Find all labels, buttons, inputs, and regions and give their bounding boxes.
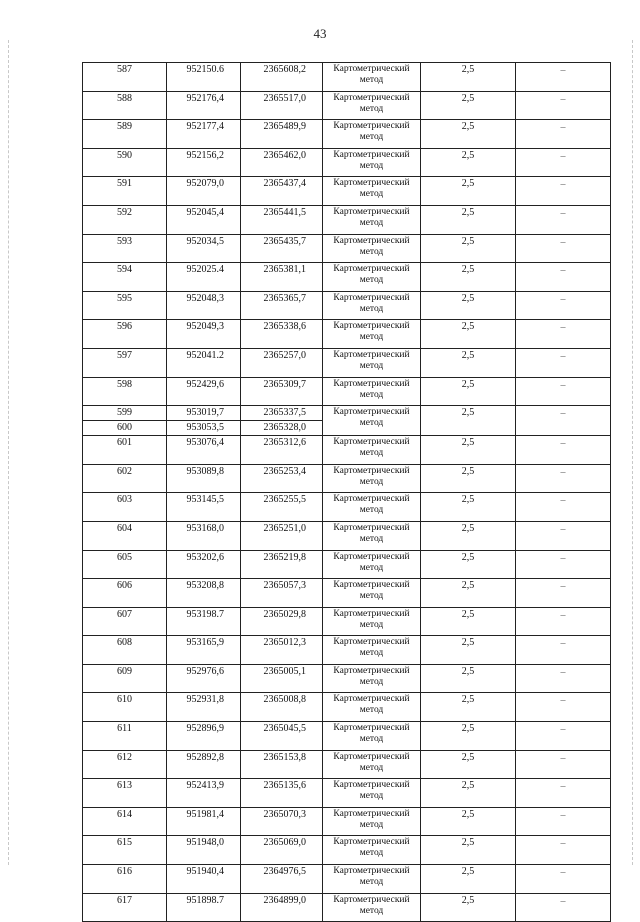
precision-cell: 2,5 <box>421 120 516 149</box>
table-row <box>83 205 611 234</box>
dash-cell: – <box>516 348 611 377</box>
x-coordinate-cell: 952079,0 <box>167 177 241 206</box>
table-row <box>83 636 611 665</box>
table-row <box>83 291 611 320</box>
precision-cell: 2,5 <box>421 664 516 693</box>
method-cell: Картометрический метод <box>323 750 421 779</box>
table-row <box>83 607 611 636</box>
point-number-cell: 592 <box>83 205 167 234</box>
dash-cell: – <box>516 291 611 320</box>
method-cell: Картометрический метод <box>323 521 421 550</box>
table-row <box>83 63 611 92</box>
point-number-cell: 615 <box>83 836 167 865</box>
y-coordinate-cell: 2365257,0 <box>241 348 323 377</box>
point-number-cell: 617 <box>83 893 167 922</box>
x-coordinate-cell: 953198.7 <box>167 607 241 636</box>
point-number-cell: 614 <box>83 807 167 836</box>
dash-cell: – <box>516 263 611 292</box>
x-coordinate-cell: 953208,8 <box>167 579 241 608</box>
y-coordinate-cell: 2365462,0 <box>241 148 323 177</box>
y-coordinate-cell: 2365608,2 <box>241 63 323 92</box>
x-coordinate-cell: 951940,4 <box>167 865 241 894</box>
y-coordinate-cell: 2365251,0 <box>241 521 323 550</box>
method-cell: Картометрический метод <box>323 836 421 865</box>
y-coordinate-cell: 2365012,3 <box>241 636 323 665</box>
x-coordinate-cell: 952892,8 <box>167 750 241 779</box>
y-coordinate-cell: 2365441,5 <box>241 205 323 234</box>
dash-cell: – <box>516 464 611 493</box>
x-coordinate-cell: 953165,9 <box>167 636 241 665</box>
method-cell: Картометрический метод <box>323 893 421 922</box>
y-coordinate-cell: 2365057,3 <box>241 579 323 608</box>
point-number-cell: 613 <box>83 779 167 808</box>
precision-cell: 2,5 <box>421 550 516 579</box>
point-number-cell: 611 <box>83 722 167 751</box>
dash-cell: – <box>516 836 611 865</box>
y-coordinate-cell: 2365008,8 <box>241 693 323 722</box>
precision-cell: 2,5 <box>421 63 516 92</box>
table-row <box>83 348 611 377</box>
dash-cell: – <box>516 177 611 206</box>
dash-cell: – <box>516 406 611 436</box>
precision-cell: 2,5 <box>421 377 516 406</box>
table-row <box>83 693 611 722</box>
point-number-cell: 594 <box>83 263 167 292</box>
y-coordinate-cell: 2365517,0 <box>241 91 323 120</box>
method-cell: Картометрический метод <box>323 406 421 436</box>
method-cell: Картометрический метод <box>323 91 421 120</box>
point-number-cell: 610 <box>83 693 167 722</box>
point-number-cell: 609 <box>83 664 167 693</box>
method-cell: Картометрический метод <box>323 234 421 263</box>
table-row <box>83 579 611 608</box>
x-coordinate-cell: 953076,4 <box>167 436 241 465</box>
method-cell: Картометрический метод <box>323 722 421 751</box>
table-row <box>83 722 611 751</box>
y-coordinate-cell: 2365381,1 <box>241 263 323 292</box>
precision-cell: 2,5 <box>421 291 516 320</box>
y-coordinate-cell: 2365437,4 <box>241 177 323 206</box>
method-cell: Картометрический метод <box>323 807 421 836</box>
dash-cell: – <box>516 865 611 894</box>
coordinates-table <box>82 62 611 922</box>
method-cell: Картометрический метод <box>323 377 421 406</box>
table-row <box>83 493 611 522</box>
precision-cell: 2,5 <box>421 893 516 922</box>
x-coordinate-cell: 952048,3 <box>167 291 241 320</box>
x-coordinate-cell: 951948,0 <box>167 836 241 865</box>
x-coordinate-cell: 952156,2 <box>167 148 241 177</box>
coordinates-table-body <box>83 63 611 922</box>
x-coordinate-cell: 952049,3 <box>167 320 241 349</box>
method-cell: Картометрический метод <box>323 693 421 722</box>
point-number-cell: 597 <box>83 348 167 377</box>
method-cell: Картометрический метод <box>323 263 421 292</box>
dash-cell: – <box>516 436 611 465</box>
y-coordinate-cell: 2364899,0 <box>241 893 323 922</box>
method-cell: Картометрический метод <box>323 664 421 693</box>
y-coordinate-cell: 2365153,8 <box>241 750 323 779</box>
point-number-cell: 612 <box>83 750 167 779</box>
point-number-cell: 606 <box>83 579 167 608</box>
y-coordinate-cell: 2365135,6 <box>241 779 323 808</box>
table-row <box>83 436 611 465</box>
table-row <box>83 865 611 894</box>
precision-cell: 2,5 <box>421 148 516 177</box>
dash-cell: – <box>516 750 611 779</box>
y-coordinate-cell: 2365219,8 <box>241 550 323 579</box>
precision-cell: 2,5 <box>421 865 516 894</box>
precision-cell: 2,5 <box>421 636 516 665</box>
scan-edge-left <box>8 40 9 865</box>
x-coordinate-cell: 952896,9 <box>167 722 241 751</box>
precision-cell: 2,5 <box>421 521 516 550</box>
dash-cell: – <box>516 607 611 636</box>
table-row <box>83 120 611 149</box>
x-coordinate-cell: 952034,5 <box>167 234 241 263</box>
point-number-cell: 593 <box>83 234 167 263</box>
precision-cell: 2,5 <box>421 263 516 292</box>
method-cell: Картометрический метод <box>323 148 421 177</box>
x-coordinate-cell: 952429,6 <box>167 377 241 406</box>
point-number-cell: 598 <box>83 377 167 406</box>
method-cell: Картометрический метод <box>323 493 421 522</box>
x-coordinate-cell: 953168,0 <box>167 521 241 550</box>
y-coordinate-cell: 2365338,6 <box>241 320 323 349</box>
table-row <box>83 406 611 421</box>
method-cell: Картометрический метод <box>323 205 421 234</box>
precision-cell: 2,5 <box>421 177 516 206</box>
method-cell: Картометрический метод <box>323 63 421 92</box>
x-coordinate-cell: 953089,8 <box>167 464 241 493</box>
table-row <box>83 91 611 120</box>
dash-cell: – <box>516 493 611 522</box>
scan-edge-right <box>632 40 633 865</box>
table-row <box>83 893 611 922</box>
x-coordinate-cell: 952041.2 <box>167 348 241 377</box>
y-coordinate-cell: 2365489,9 <box>241 120 323 149</box>
x-coordinate-cell: 952045,4 <box>167 205 241 234</box>
dash-cell: – <box>516 636 611 665</box>
dash-cell: – <box>516 722 611 751</box>
precision-cell: 2,5 <box>421 579 516 608</box>
y-coordinate-cell: 2365005,1 <box>241 664 323 693</box>
x-coordinate-cell: 952025.4 <box>167 263 241 292</box>
y-coordinate-cell: 2364976,5 <box>241 865 323 894</box>
y-coordinate-cell: 2365045,5 <box>241 722 323 751</box>
table-row <box>83 320 611 349</box>
precision-cell: 2,5 <box>421 91 516 120</box>
dash-cell: – <box>516 664 611 693</box>
table-row <box>83 779 611 808</box>
table-row <box>83 263 611 292</box>
y-coordinate-cell: 2365070,3 <box>241 807 323 836</box>
dash-cell: – <box>516 91 611 120</box>
precision-cell: 2,5 <box>421 320 516 349</box>
x-coordinate-cell: 952413,9 <box>167 779 241 808</box>
point-number-cell: 616 <box>83 865 167 894</box>
point-number-cell: 591 <box>83 177 167 206</box>
x-coordinate-cell: 953019,7 <box>167 406 241 421</box>
method-cell: Картометрический метод <box>323 464 421 493</box>
table-row <box>83 836 611 865</box>
table-row <box>83 177 611 206</box>
point-number-cell: 607 <box>83 607 167 636</box>
y-coordinate-cell: 2365337,5 <box>241 406 323 421</box>
x-coordinate-cell: 951981,4 <box>167 807 241 836</box>
point-number-cell: 590 <box>83 148 167 177</box>
precision-cell: 2,5 <box>421 607 516 636</box>
point-number-cell: 603 <box>83 493 167 522</box>
precision-cell: 2,5 <box>421 348 516 377</box>
x-coordinate-cell: 953145,5 <box>167 493 241 522</box>
x-coordinate-cell: 953202,6 <box>167 550 241 579</box>
table-row <box>83 377 611 406</box>
method-cell: Картометрический метод <box>323 291 421 320</box>
y-coordinate-cell: 2365365,7 <box>241 291 323 320</box>
dash-cell: – <box>516 893 611 922</box>
table-row <box>83 148 611 177</box>
precision-cell: 2,5 <box>421 693 516 722</box>
point-number-cell: 604 <box>83 521 167 550</box>
precision-cell: 2,5 <box>421 807 516 836</box>
dash-cell: – <box>516 693 611 722</box>
method-cell: Картометрический метод <box>323 436 421 465</box>
precision-cell: 2,5 <box>421 493 516 522</box>
point-number-cell: 608 <box>83 636 167 665</box>
method-cell: Картометрический метод <box>323 779 421 808</box>
table-row <box>83 750 611 779</box>
x-coordinate-cell: 952177,4 <box>167 120 241 149</box>
table-row <box>83 807 611 836</box>
precision-cell: 2,5 <box>421 836 516 865</box>
point-number-cell: 605 <box>83 550 167 579</box>
dash-cell: – <box>516 320 611 349</box>
method-cell: Картометрический метод <box>323 636 421 665</box>
point-number-cell: 596 <box>83 320 167 349</box>
method-cell: Картометрический метод <box>323 348 421 377</box>
precision-cell: 2,5 <box>421 436 516 465</box>
precision-cell: 2,5 <box>421 205 516 234</box>
x-coordinate-cell: 952176,4 <box>167 91 241 120</box>
y-coordinate-cell: 2365435,7 <box>241 234 323 263</box>
dash-cell: – <box>516 550 611 579</box>
y-coordinate-cell: 2365312,6 <box>241 436 323 465</box>
point-number-cell: 587 <box>83 63 167 92</box>
y-coordinate-cell: 2365255,5 <box>241 493 323 522</box>
dash-cell: – <box>516 521 611 550</box>
precision-cell: 2,5 <box>421 234 516 263</box>
dash-cell: – <box>516 779 611 808</box>
method-cell: Картометрический метод <box>323 550 421 579</box>
y-coordinate-cell: 2365029,8 <box>241 607 323 636</box>
method-cell: Картометрический метод <box>323 607 421 636</box>
precision-cell: 2,5 <box>421 722 516 751</box>
precision-cell: 2,5 <box>421 464 516 493</box>
table-row <box>83 464 611 493</box>
dash-cell: – <box>516 377 611 406</box>
table-row <box>83 550 611 579</box>
point-number-cell: 600 <box>83 421 167 436</box>
x-coordinate-cell: 952976,6 <box>167 664 241 693</box>
y-coordinate-cell: 2365069,0 <box>241 836 323 865</box>
x-coordinate-cell: 952931,8 <box>167 693 241 722</box>
dash-cell: – <box>516 63 611 92</box>
point-number-cell: 589 <box>83 120 167 149</box>
table-row <box>83 664 611 693</box>
y-coordinate-cell: 2365253,4 <box>241 464 323 493</box>
point-number-cell: 602 <box>83 464 167 493</box>
x-coordinate-cell: 951898.7 <box>167 893 241 922</box>
dash-cell: – <box>516 205 611 234</box>
point-number-cell: 595 <box>83 291 167 320</box>
table-row <box>83 521 611 550</box>
x-coordinate-cell: 953053,5 <box>167 421 241 436</box>
dash-cell: – <box>516 807 611 836</box>
dash-cell: – <box>516 120 611 149</box>
method-cell: Картометрический метод <box>323 120 421 149</box>
y-coordinate-cell: 2365328,0 <box>241 421 323 436</box>
y-coordinate-cell: 2365309,7 <box>241 377 323 406</box>
precision-cell: 2,5 <box>421 779 516 808</box>
dash-cell: – <box>516 148 611 177</box>
point-number-cell: 599 <box>83 406 167 421</box>
method-cell: Картометрический метод <box>323 177 421 206</box>
dash-cell: – <box>516 579 611 608</box>
precision-cell: 2,5 <box>421 750 516 779</box>
x-coordinate-cell: 952150.6 <box>167 63 241 92</box>
dash-cell: – <box>516 234 611 263</box>
method-cell: Картометрический метод <box>323 579 421 608</box>
page-number: 43 <box>313 26 327 41</box>
precision-cell: 2,5 <box>421 406 516 436</box>
point-number-cell: 601 <box>83 436 167 465</box>
table-row <box>83 234 611 263</box>
method-cell: Картометрический метод <box>323 320 421 349</box>
point-number-cell: 588 <box>83 91 167 120</box>
method-cell: Картометрический метод <box>323 865 421 894</box>
